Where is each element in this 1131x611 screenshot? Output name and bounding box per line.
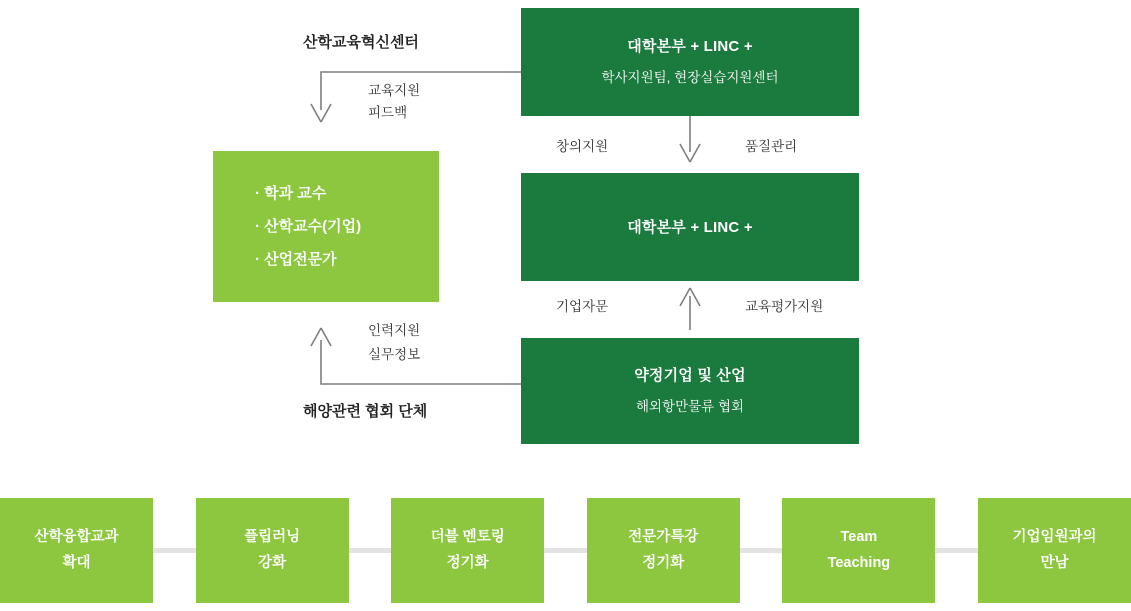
strip-item-3-line1: 더블 멘토링 — [430, 529, 505, 546]
label-feedback: 피드백 — [368, 105, 408, 120]
faculty-item-2: · 산학교수(기업) — [255, 218, 362, 235]
label-manpower-support: 인력지원 — [368, 323, 421, 338]
node-company — [521, 338, 859, 444]
label-practical-info: 실무정보 — [368, 347, 421, 362]
label-edu-evaluation: 교육평가지원 — [745, 299, 824, 314]
label-marine-association: 해양관련 협회 단체 — [303, 403, 428, 420]
strip-item-5[interactable] — [782, 498, 935, 603]
label-edu-support: 교육지원 — [368, 83, 421, 98]
node-hq-top — [521, 8, 859, 116]
strip-item-3[interactable] — [391, 498, 544, 603]
faculty-item-1: · 학과 교수 — [255, 185, 327, 202]
node-company-title: 약정기업 및 산업 — [634, 367, 746, 385]
strip-item-6-line1: 기업임원과의 — [1012, 529, 1097, 546]
strip-connector-4 — [740, 548, 783, 553]
strip-connector-5 — [935, 548, 978, 553]
strip-item-2-line2: 강화 — [258, 554, 287, 571]
strip-item-1-line1: 산학융합교과 — [34, 529, 119, 546]
strip-item-6-line2: 만남 — [1040, 554, 1069, 571]
label-creative-support: 창의지원 — [556, 139, 609, 154]
label-company-advice: 기업자문 — [556, 299, 609, 314]
strip-item-5-line1: Team — [840, 529, 878, 546]
strip-item-2-line1: 플립러닝 — [244, 529, 301, 546]
strip-item-4-line2: 정기화 — [642, 554, 685, 571]
strip-item-4-line1: 전문가특강 — [628, 529, 699, 546]
strip-connector-1 — [153, 548, 196, 553]
strip-item-1[interactable] — [0, 498, 153, 603]
strip-item-1-line2: 확대 — [62, 554, 91, 571]
node-hq-mid — [521, 173, 859, 281]
node-hq-mid-title: 대학본부 + LINC + — [627, 218, 753, 236]
strip-item-6[interactable] — [978, 498, 1131, 603]
label-quality-control: 품질관리 — [745, 139, 798, 154]
strip-connector-3 — [544, 548, 587, 553]
strip-item-4[interactable] — [587, 498, 740, 603]
strip-connector-2 — [349, 548, 392, 553]
node-hq-top-title: 대학본부 + LINC + — [627, 38, 753, 56]
bottom-strip — [0, 498, 1131, 603]
strip-item-5-line2: Teaching — [827, 554, 891, 571]
node-hq-top-subtitle: 학사지원팀, 현장실습지원센터 — [601, 70, 779, 86]
faculty-item-3: · 산업전문가 — [255, 251, 337, 268]
strip-item-3-line2: 정기화 — [446, 554, 489, 571]
label-center-name: 산학교육혁신센터 — [303, 34, 419, 51]
strip-item-2[interactable] — [196, 498, 349, 603]
node-company-subtitle: 해외항만물류 협회 — [635, 399, 745, 415]
node-faculty — [213, 151, 439, 302]
